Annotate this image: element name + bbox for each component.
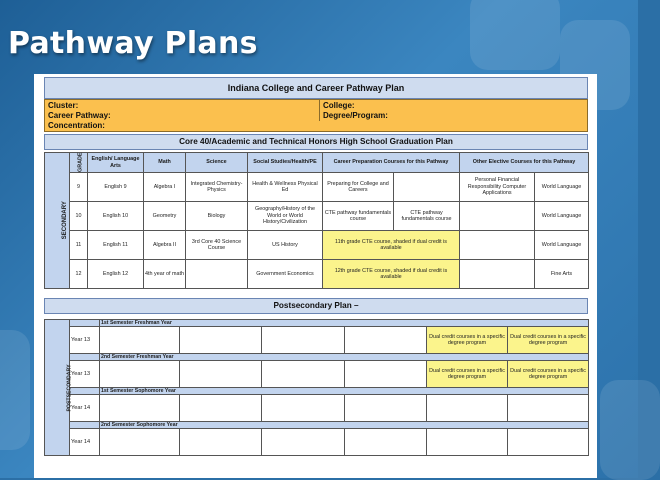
dual-credit-cell: Dual credit courses in a specific degree program [427,327,508,354]
grade-cell: 12 [70,260,88,289]
semester-header-row [45,388,589,395]
semester-header-row [45,320,589,327]
info-block [44,99,588,132]
pathway-plan-document [34,74,597,478]
table-row [45,173,589,202]
secondary-header-row [45,153,589,173]
social-cell: Government Economics [248,260,323,289]
info-right [323,101,388,121]
year-label: Year 13 [70,361,100,388]
year-row [45,395,589,422]
course-cell [427,395,508,422]
year-row [45,327,589,354]
english-cell: English 9 [88,173,144,202]
elective-cell [460,231,535,260]
grade-cell: 9 [70,173,88,202]
semester-label: 1st Semester Sophomore Year [100,388,589,395]
career-pathway-label: Career Pathway: [48,111,111,120]
social-cell: US History [248,231,323,260]
grade-cell: 11 [70,231,88,260]
career-cell-dual-credit: 11th grade CTE course, shaded if dual credit is available [323,231,460,260]
dual-credit-cell: Dual credit courses in a specific degree program [508,361,589,388]
career-cell-dual-credit: 12th grade CTE course, shaded if dual credit is available [323,260,460,289]
career-cell: CTE pathway fundamentals course [394,202,460,231]
semester-label: 1st Semester Freshman Year [100,320,589,327]
elective-cell: Personal Financial Responsibility Computer Applications [460,173,535,202]
math-header: Math [144,153,186,173]
career-cell: Preparing for College and Careers [323,173,394,202]
core-header: Core 40/Academic and Technical Honors High School Graduation Plan [44,134,588,150]
science-cell: Biology [186,202,248,231]
language-cell: World Language [535,202,589,231]
table-row [45,202,589,231]
social-cell: Health & Wellness Physical Ed [248,173,323,202]
career-cell: CTE pathway fundamentals course [323,202,394,231]
semester-label: 2nd Semester Sophomore Year [100,422,589,429]
science-cell: 3rd Core 40 Science Course [186,231,248,260]
math-cell: Algebra II [144,231,186,260]
math-cell: Algebra I [144,173,186,202]
social-header: Social Studies/Health/PE [248,153,323,173]
table-row [45,231,589,260]
language-cell: Fine Arts [535,260,589,289]
grade-header: GRADE [70,153,88,173]
dual-credit-cell: Dual credit courses in a specific degree program [508,327,589,354]
science-cell: Integrated Chemistry-Physics [186,173,248,202]
science-header: Science [186,153,248,173]
semester-header-row [45,354,589,361]
english-cell: English 12 [88,260,144,289]
course-cell [508,429,589,456]
degree-program-label: Degree/Program: [323,111,388,120]
postsecondary-title: Postsecondary Plan – [44,298,588,314]
english-cell: English 10 [88,202,144,231]
year-label: Year 14 [70,395,100,422]
elective-cell [460,202,535,231]
career-cell [394,173,460,202]
postsecondary-side-label: POSTSECONDARY [45,320,70,456]
puzzle-decoration [0,330,30,450]
language-cell: World Language [535,173,589,202]
math-cell: 4th year of math [144,260,186,289]
cluster-label: Cluster: [48,101,79,110]
year-label: Year 13 [70,327,100,354]
slide-title: Pathway Plans [8,26,258,61]
concentration-label: Concentration: [48,121,105,130]
english-header: English/ Language Arts [88,153,144,173]
language-cell: World Language [535,231,589,260]
elective-cell [460,260,535,289]
postsecondary-table [44,319,589,456]
secondary-side-label: SECONDARY [45,153,70,289]
career-header: Career Preparation Courses for this Pathway [323,153,460,173]
college-label: College: [323,101,355,110]
other-header: Other Elective Courses for this Pathway [460,153,589,173]
puzzle-decoration [470,0,560,70]
semester-label: 2nd Semester Freshman Year [100,354,589,361]
social-cell: Geography/History of the World or World History/Civilization [248,202,323,231]
grade-cell: 10 [70,202,88,231]
year-row [45,361,589,388]
course-cell [427,429,508,456]
plan-title: Indiana College and Career Pathway Plan [44,77,588,99]
info-left [48,101,111,131]
secondary-table [44,152,589,289]
year-label: Year 14 [70,429,100,456]
course-cell [508,395,589,422]
english-cell: English 11 [88,231,144,260]
semester-header-row [45,422,589,429]
year-row [45,429,589,456]
science-cell [186,260,248,289]
table-row [45,260,589,289]
dual-credit-cell: Dual credit courses in a specific degree program [427,361,508,388]
math-cell: Geometry [144,202,186,231]
puzzle-decoration [600,380,660,480]
